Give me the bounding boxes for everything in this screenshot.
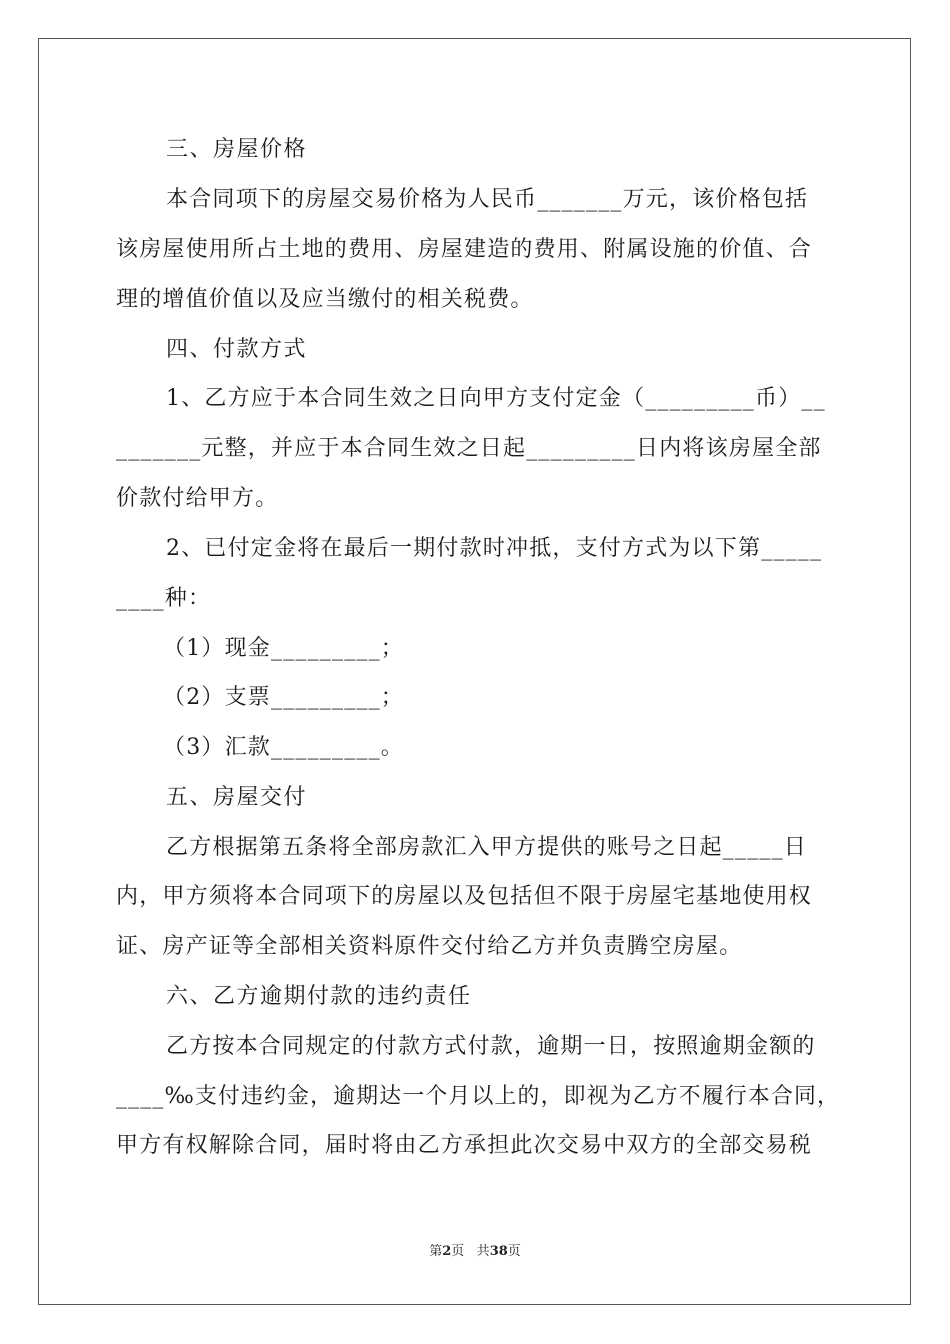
- footer-total-unit: 页: [507, 1244, 521, 1259]
- section-heading-payment: 四、付款方式: [166, 337, 308, 362]
- footer-page-unit: 页: [451, 1244, 465, 1259]
- paragraph-line: _______元整，并应于本合同生效之日起_________日内将该房屋全部: [116, 436, 822, 461]
- section-heading-penalty: 六、乙方逾期付款的违约责任: [166, 984, 472, 1009]
- paragraph-line: ____种：: [116, 586, 212, 611]
- total-pages-number: 38: [489, 1244, 508, 1259]
- paragraph-line: 价款付给甲方。: [116, 486, 279, 511]
- paragraph-line: 内，甲方须将本合同项下的房屋以及包括但不限于房屋宅基地使用权: [116, 884, 813, 909]
- paragraph-line: 甲方有权解除合同，届时将由乙方承担此次交易中双方的全部交易税: [116, 1133, 813, 1158]
- paragraph-line: 乙方按本合同规定的付款方式付款，逾期一日，按照逾期金额的: [166, 1034, 816, 1059]
- section-heading-delivery: 五、房屋交付: [166, 785, 308, 810]
- page-border: [38, 38, 911, 1305]
- paragraph-line: 理的增值价值以及应当缴付的相关税费。: [116, 287, 534, 312]
- paragraph-line: 该房屋使用所占土地的费用、房屋建造的费用、附属设施的价值、合: [116, 237, 813, 262]
- paragraph-line: 乙方根据第五条将全部房款汇入甲方提供的账号之日起_____日: [166, 835, 808, 860]
- list-item: （3）汇款_________。: [163, 735, 404, 760]
- paragraph-line: 2、已付定金将在最后一期付款时冲抵，支付方式为以下第_____: [166, 536, 823, 561]
- section-heading-price: 三、房屋价格: [166, 137, 308, 162]
- list-item: （1）现金_________；: [163, 636, 404, 661]
- paragraph-line: ____‰支付违约金，逾期达一个月以上的，即视为乙方不履行本合同，: [116, 1084, 841, 1109]
- paragraph-line: 证、房产证等全部相关资料原件交付给乙方并负责腾空房屋。: [116, 934, 743, 959]
- page-footer: [0, 1244, 950, 1260]
- footer-total-prefix: 共: [476, 1244, 490, 1259]
- current-page-number: 2: [442, 1244, 452, 1259]
- paragraph-line: 本合同项下的房屋交易价格为人民币_______万元，该价格包括: [166, 187, 809, 212]
- paragraph-line: 1、乙方应于本合同生效之日向甲方支付定金（_________币）__: [166, 386, 826, 411]
- footer-prefix: 第: [429, 1244, 443, 1259]
- list-item: （2）支票_________；: [163, 685, 404, 710]
